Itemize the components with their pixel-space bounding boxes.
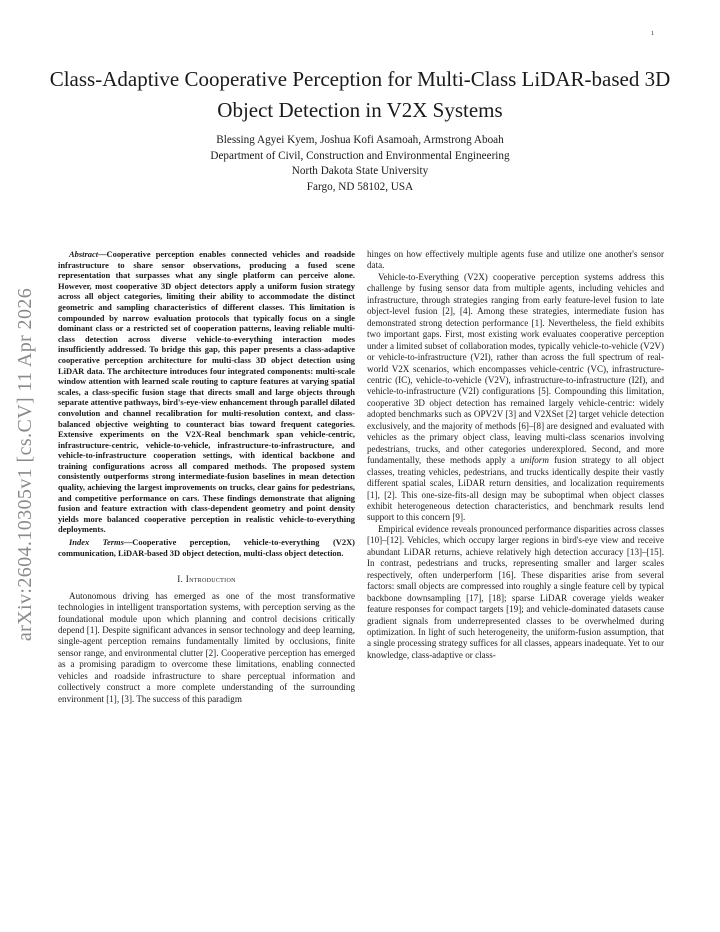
intro-paragraph-1: Autonomous driving has emerged as one of the most transformative technologies in intelligent transportation systems, with perception serving as the foundational module upon which planning and control decisions critically depend [1]. Despite significant advances in sensor technology and deep learning, single-agent perception remains fundamentally limited by occlusions, finite sensor range, and environmental clutter [2]. Cooperative perception has emerged as a promising paradigm to overcome these limitations, enabling connected vehicles and roadside infrastructure to share perceptual information and collectively construct a more complete understanding of the surrounding environment [1], [3]. The success of this paradigm (58, 590, 355, 704)
abstract (58, 249, 355, 535)
location: Fargo, ND 58102, USA (306, 180, 414, 193)
section-numeral: I. (177, 574, 186, 585)
university: North Dakota State University (291, 165, 429, 177)
intro-paragraph-2 (367, 272, 664, 524)
intro-paragraph-3: Empirical evidence reveals pronounced performance disparities across classes [10]–[12]. Vehicles, which occupy larger regions in bird's-eye view and receive abundant LiDAR returns, achieve relatively high detection accuracy [13]–[15]. In contrast, pedestrians and trucks, representing smaller and larger scales respectively, often underperform [16]. These disparities arise from several factors: small objects are compressed into roughly a single feature cell by typical backbone downsampling [17], [18]; sparse LiDAR coverage yields weaker feature responses for compact targets [19]; and vehicle-dominated datasets cause gradient signals from underrepresented classes to be overwhelmed during optimization. In light of such heterogeneity, the uniform-fusion assumption, that a single processing strategy suffices for all classes, appears inadequate. Yet to our knowledge, class-adaptive or class- (367, 523, 664, 660)
intro-paragraph-2-part-b: fusion strategy to all object classes, treating vehicles, pedestrians, and trucks identically despite their vastly different spatial scales, LiDAR return densities, and localization requirements [1], [2]. This one-size-fits-all design may be suboptimal when object classes exhibit heterogeneous detection characteristics, and benchmark results lend support to this concern [9]. (367, 455, 664, 523)
department: Department of Civil, Construction and Environmental Engineering (210, 149, 510, 162)
abstract-label: Abstract (69, 249, 99, 259)
author-names: Blessing Agyei Kyem, Joshua Kofi Asamoah, Armstrong Aboah (216, 134, 504, 146)
abstract-text: —Cooperative perception enables connected vehicles and roadside infrastructure to share sensor observations, producing a fused scene representation that surpasses what any single platform can perceive alone. However, most cooperative 3D object detectors apply a uniform fusion strategy across all object categories, limiting their ability to accommodate the distinct geometric and sampling characteristics of different classes. This limitation is compounded by narrow evaluation protocols that typically focus on a single dominant class or a restricted set of cooperation patterns, leaving reliable multi-class detection across diverse vehicle-to-everything interaction modes insufficiently addressed. To bridge this gap, this paper presents a class-adaptive cooperative perception architecture for multi-class 3D object detection using LiDAR data. The architecture introduces four integrated components: multi-scale window attention with learned scale routing to capture features at varying spatial scales, a class-specific fusion stage that directs small and large objects through separate attentive pathways, bird's-eye-view enhancement through parallel dilated convolution and channel recalibration for multi-resolution context, and class-balanced objective weighting to counteract bias toward frequent categories. Extensive experiments on the V2X-Real benchmark span vehicle-centric, infrastructure-centric, vehicle-to-vehicle, infrastructure-to-infrastructure, and vehicle-to-infrastructure cooperation settings, with identical backbone and training configurations across all compared methods. The proposed system consistently outperforms strong intermediate-fusion baselines in mean detection quality, achieving the largest improvements on trucks, clear gains for pedestrians, and competitive performance on cars. These findings demonstrate that aligning fusion and feature extraction with class-dependent geometry and point density yields more balanced cooperative perception in realistic vehicle-to-everything deployments. (58, 249, 356, 535)
emphasis-uniform: uniform (520, 455, 549, 466)
arxiv-id: arXiv:2604.10305v1 [cs.CV] 11 Apr 2026 (14, 287, 37, 641)
intro-paragraph-2-part-a: Vehicle-to-Everything (V2X) cooperative perception systems address this challenge by fusing sensor data from multiple agents, including vehicles and infrastructure, through strategies ranging from early feature-level fusion to late object-level fusion [2], [4]. Among these strategies, intermediate fusion has demonstrated strong detection performance [1]. Nevertheless, the field exhibits two important gaps. First, most existing work evaluates cooperative perception under a limited subset of collaboration modes, typically vehicle-to-vehicle (V2V) or vehicle-to-infrastructure (V2I), rather than across the full spectrum of real-world V2X scenarios, which encompasses vehicle-centric (VC), infrastructure-centric (IC), vehicle-to-vehicle (V2V), infrastructure-to-infrastructure (I2I), and vehicle-to-infrastructure (V2I) configurations [5]. Compounding this limitation, cooperative 3D object detection has remained largely vehicle-centric: widely adopted benchmarks such as OPV2V [3] and V2XSet [2] target vehicle detection exclusively, and the majority of methods [6]–[8] are designed and evaluated with vehicles as the primary object class, leaving multi-class scenarios involving pedestrians, trucks, and other categories underexplored. Second, and more fundamentally, these methods apply a (367, 271, 664, 466)
right-column (367, 249, 664, 661)
index-terms-text: —Cooperative perception, vehicle-to-everything (V2X) communication, LiDAR-based 3D object detection, multi-class object detection. (58, 537, 355, 558)
index-terms-label: Index Terms (69, 537, 124, 548)
section-title: Introduction (185, 574, 236, 585)
intro-paragraph-1-continued: hinges on how effectively multiple agents fuse and utilize one another's sensor data. (367, 249, 664, 271)
page-number: 1 (651, 31, 654, 37)
author-block (40, 133, 680, 195)
arxiv-stamp (12, 254, 40, 674)
paper-title: Class-Adaptive Cooperative Perception for Multi-Class LiDAR-based 3D Object Detection in V2X Systems (49, 67, 671, 122)
section-heading-introduction (58, 574, 355, 585)
left-column (58, 249, 355, 705)
index-terms (58, 537, 355, 558)
